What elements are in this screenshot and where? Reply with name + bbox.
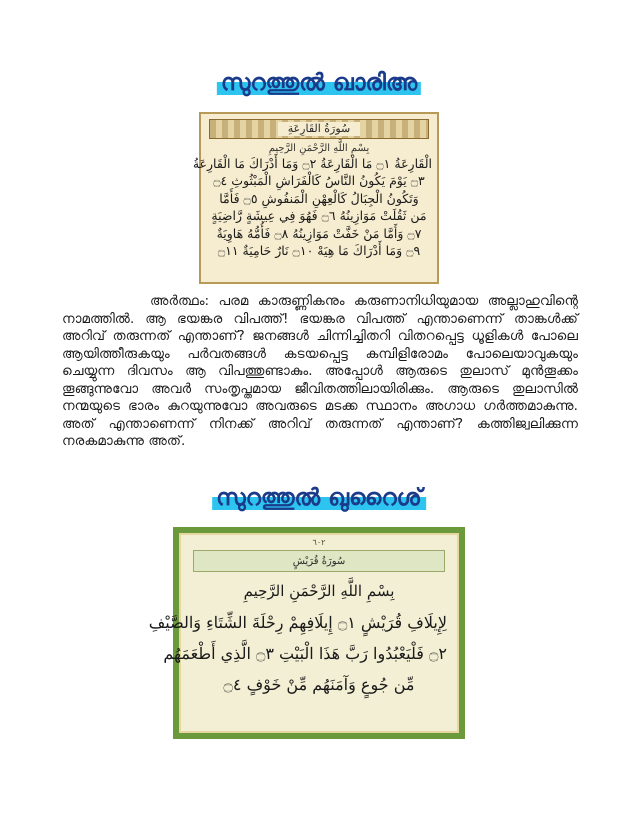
verse-line: مِّن جُوعٍ وَآمَنَهُم مِّنْ خَوْفٍ ۝٤ xyxy=(223,675,415,694)
basmala: بِسْمِ اللَّهِ الرَّحْمَنِ الرَّحِيمِ xyxy=(268,143,370,154)
surah-title-label: سُورَةُ قُرَيْشٍ xyxy=(292,555,346,567)
surah-quraysh-image xyxy=(148,527,465,739)
page-number: ٦٠٢ xyxy=(312,538,326,547)
verse-line: ۝٩ وَمَا أَدْرَاكَ مَا هِيَهْ ۝١٠ نَارٌ حَامِيَةٌ ۝١١ xyxy=(217,243,421,259)
verse-line: مَن ثَقُلَتْ مَوَازِينُهُ ۝٦ فَهُوَ فِي عِيشَةٍ رَّاضِيَةٍ xyxy=(211,208,427,224)
surah-title-banner xyxy=(209,119,429,139)
basmala: بِسْمِ اللَّهِ الرَّحْمَنِ الرَّحِيمِ xyxy=(243,582,395,600)
meaning-paragraph: അർത്ഥം: പരമ കാരുണ്ണികനും കരുണാനിധിയുമായ അല്ലാഹുവിന്റെ നാമത്തിൽ. ആ ഭയങ്കര വിപത്ത്! ഭയങ്കര വിപത്ത് എന്താണെന്ന് താങ്കൾക്ക് അറിവ് തരുന്നത് എന്താണ്? ജനങ്ങൾ ചിന്നിച്ചിതറി വിതറപ്പെട്ട ധൂളികൾ പോലെ ആയിത്തീരുകയും പർവതങ്ങൾ കടയപ്പെട്ട കമ്പിളിരോമം പോലെയാവുകയും ചെയ്യുന്ന ദിവസം ആ വിപത്തുണ്ടാകും. അപ്പോൾ ആരുടെ തുലാസ് മുൻതൂക്കം തൂങ്ങുന്നുവോ അവർ സംതൃപ്തമായ ജീവിതത്തിലായിരിക്കും. ആരുടെ തുലാസിൽ നന്മയുടെ ഭാരം കുറയുന്നുവോ അവരുടെ മടക്ക സ്ഥാനം അഗാധ ഗർത്തമാകുന്നു. അത് എന്താണെന്ന് നിനക്ക് അറിവ് തരുന്നത് എന്താണ്? കത്തിജ്വലിക്കുന്ന നരകമാകുന്നു അത്. xyxy=(62,293,578,449)
verse-line: لِإِيلَافِ قُرَيْشٍ ۝١ إِيلَافِهِمْ رِحْلَةَ الشِّتَاءِ وَالصَّيْفِ xyxy=(148,613,447,632)
mushaf-page xyxy=(148,533,459,733)
verse-line: ۝٣ يَوْمَ يَكُونُ النَّاسُ كَالْفَرَاشِ الْمَبْثُوثِ ۝٤ xyxy=(213,173,425,189)
heading-surah-quraysh: സുറത്തുൽ ഖുറൈശ് xyxy=(212,484,426,512)
surah-title-label: سُورَةُ القَارِعَةِ xyxy=(278,122,361,136)
heading-surah-qariah: സുറത്തുൽ ഖാരിഅ xyxy=(217,69,421,97)
verse-line: الْقَارِعَةُ ۝١ مَا الْقَارِعَةُ ۝٢ وَمَا أَدْرَاكَ مَا الْقَارِعَةُ xyxy=(192,156,432,171)
verse-line: ۝٧ وَأَمَّا مَنْ خَفَّتْ مَوَازِينُهُ ۝٨ فَأُمُّهُ هَاوِيَةٌ xyxy=(216,225,422,241)
verse-line: وَتَكُونُ الْجِبَالُ كَالْعِهْنِ الْمَنفُوشِ ۝٥ فَأَمَّا xyxy=(219,190,419,206)
surah-qariah-image xyxy=(192,112,439,284)
surah-title-banner xyxy=(193,550,445,572)
verse-line: ۝٢ فَلْيَعْبُدُوا رَبَّ هَذَا الْبَيْتِ ۝٣ الَّذِي أَطْعَمَهُم xyxy=(163,644,447,663)
